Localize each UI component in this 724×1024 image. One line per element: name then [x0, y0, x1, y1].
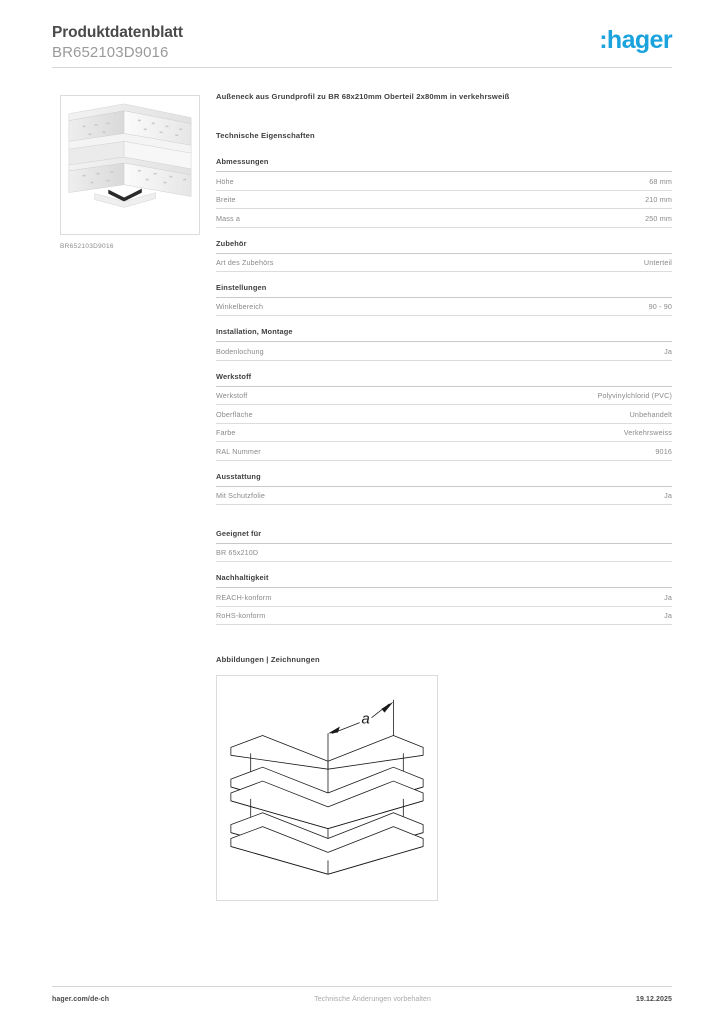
- spec-group: [216, 158, 672, 227]
- spec-value: 9016: [655, 446, 672, 456]
- spec-label: Winkelbereich: [216, 302, 264, 312]
- footer-divider: [52, 986, 672, 987]
- hager-logo: :hager: [599, 26, 672, 54]
- technical-drawing-image: [217, 676, 437, 900]
- table-row: [216, 387, 672, 406]
- spec-group-title: Abmessungen: [216, 158, 672, 172]
- table-row: [216, 191, 672, 210]
- spec-label: Werkstoff: [216, 391, 248, 401]
- spec-group: [216, 284, 672, 316]
- spec-label: Oberfläche: [216, 409, 253, 419]
- main-content: [216, 92, 672, 901]
- spec-group: [216, 473, 672, 505]
- spec-group-title: Ausstattung: [216, 473, 672, 487]
- footer-disclaimer: Technische Änderungen vorbehalten: [314, 996, 432, 1003]
- spec-group-title: Werkstoff: [216, 373, 672, 387]
- spec-value: Ja: [664, 592, 672, 602]
- header-divider: [52, 67, 672, 68]
- table-row: [216, 424, 672, 443]
- table-row: [216, 254, 672, 273]
- spec-value: Polyvinylchlorid (PVC): [597, 391, 672, 401]
- spec-value: 210 mm: [645, 195, 672, 205]
- spec-value: Unterteil: [643, 258, 672, 267]
- spec-value: Ja: [664, 491, 672, 500]
- spec-label: Mit Schutzfolie: [216, 491, 265, 500]
- table-row: [216, 607, 672, 626]
- spec-group: [216, 530, 672, 562]
- product-photo-caption: BR652103D9016: [60, 243, 114, 250]
- product-photo: [60, 95, 200, 235]
- product-description: Außeneck aus Grundprofil zu BR 68x210mm Oberteil 2x80mm in verkehrsweiß: [216, 92, 510, 101]
- spec-group-title: Nachhaltigkeit: [216, 574, 672, 588]
- footer-date: 19.12.2025: [635, 996, 672, 1003]
- technical-properties-heading: Technische Eigenschaften: [216, 131, 315, 141]
- table-row: [216, 487, 672, 506]
- spec-group: [216, 574, 672, 625]
- technical-drawing: [216, 675, 438, 901]
- table-row: [216, 209, 672, 228]
- table-row: [216, 442, 672, 461]
- spec-group-title: Einstellungen: [216, 284, 672, 298]
- spec-group-title: Geeignet für: [216, 530, 672, 544]
- specifications-table: [216, 158, 672, 625]
- table-row: [216, 544, 672, 563]
- spec-value: 68 mm: [649, 176, 672, 186]
- spec-label: REACH-konform: [216, 592, 272, 602]
- page-footer: [52, 996, 672, 1003]
- product-reference: BR652103D9016: [52, 44, 169, 62]
- spec-label: Bodenlochung: [216, 346, 264, 356]
- spec-value: Unbehandelt: [629, 409, 672, 419]
- page-header: [52, 22, 672, 68]
- drawings-heading: Abbildungen | Zeichnungen: [216, 655, 320, 665]
- table-row: [216, 405, 672, 424]
- product-photo-image: [61, 96, 199, 234]
- spec-group-title: Installation, Montage: [216, 328, 672, 342]
- spec-value: 90 - 90: [648, 302, 672, 312]
- spec-value: Verkehrsweiss: [623, 428, 672, 438]
- spec-label: Höhe: [216, 176, 234, 186]
- spec-value: Ja: [664, 611, 672, 621]
- spec-label: RoHS-konform: [216, 611, 266, 621]
- table-row: [216, 342, 672, 361]
- table-row: [216, 588, 672, 607]
- spec-group: [216, 240, 672, 272]
- spec-group: [216, 373, 672, 461]
- table-row: [216, 172, 672, 191]
- spec-label: Breite: [216, 195, 236, 205]
- spec-label: BR 65x210D: [216, 548, 259, 558]
- title-block: [52, 22, 183, 63]
- dimension-label-a: a: [361, 711, 370, 728]
- spec-group-title: Zubehör: [216, 240, 672, 254]
- page-title: Produktdatenblatt: [52, 24, 183, 41]
- spec-value: 250 mm: [645, 213, 672, 223]
- spec-label: Art des Zubehörs: [216, 258, 274, 267]
- spec-value: Ja: [664, 346, 672, 356]
- footer-website[interactable]: hager.com/de-ch: [52, 996, 110, 1003]
- spec-label: Mass a: [216, 213, 241, 223]
- table-row: [216, 298, 672, 317]
- spec-label: Farbe: [216, 428, 236, 438]
- spec-group: [216, 328, 672, 360]
- spec-label: RAL Nummer: [216, 446, 261, 456]
